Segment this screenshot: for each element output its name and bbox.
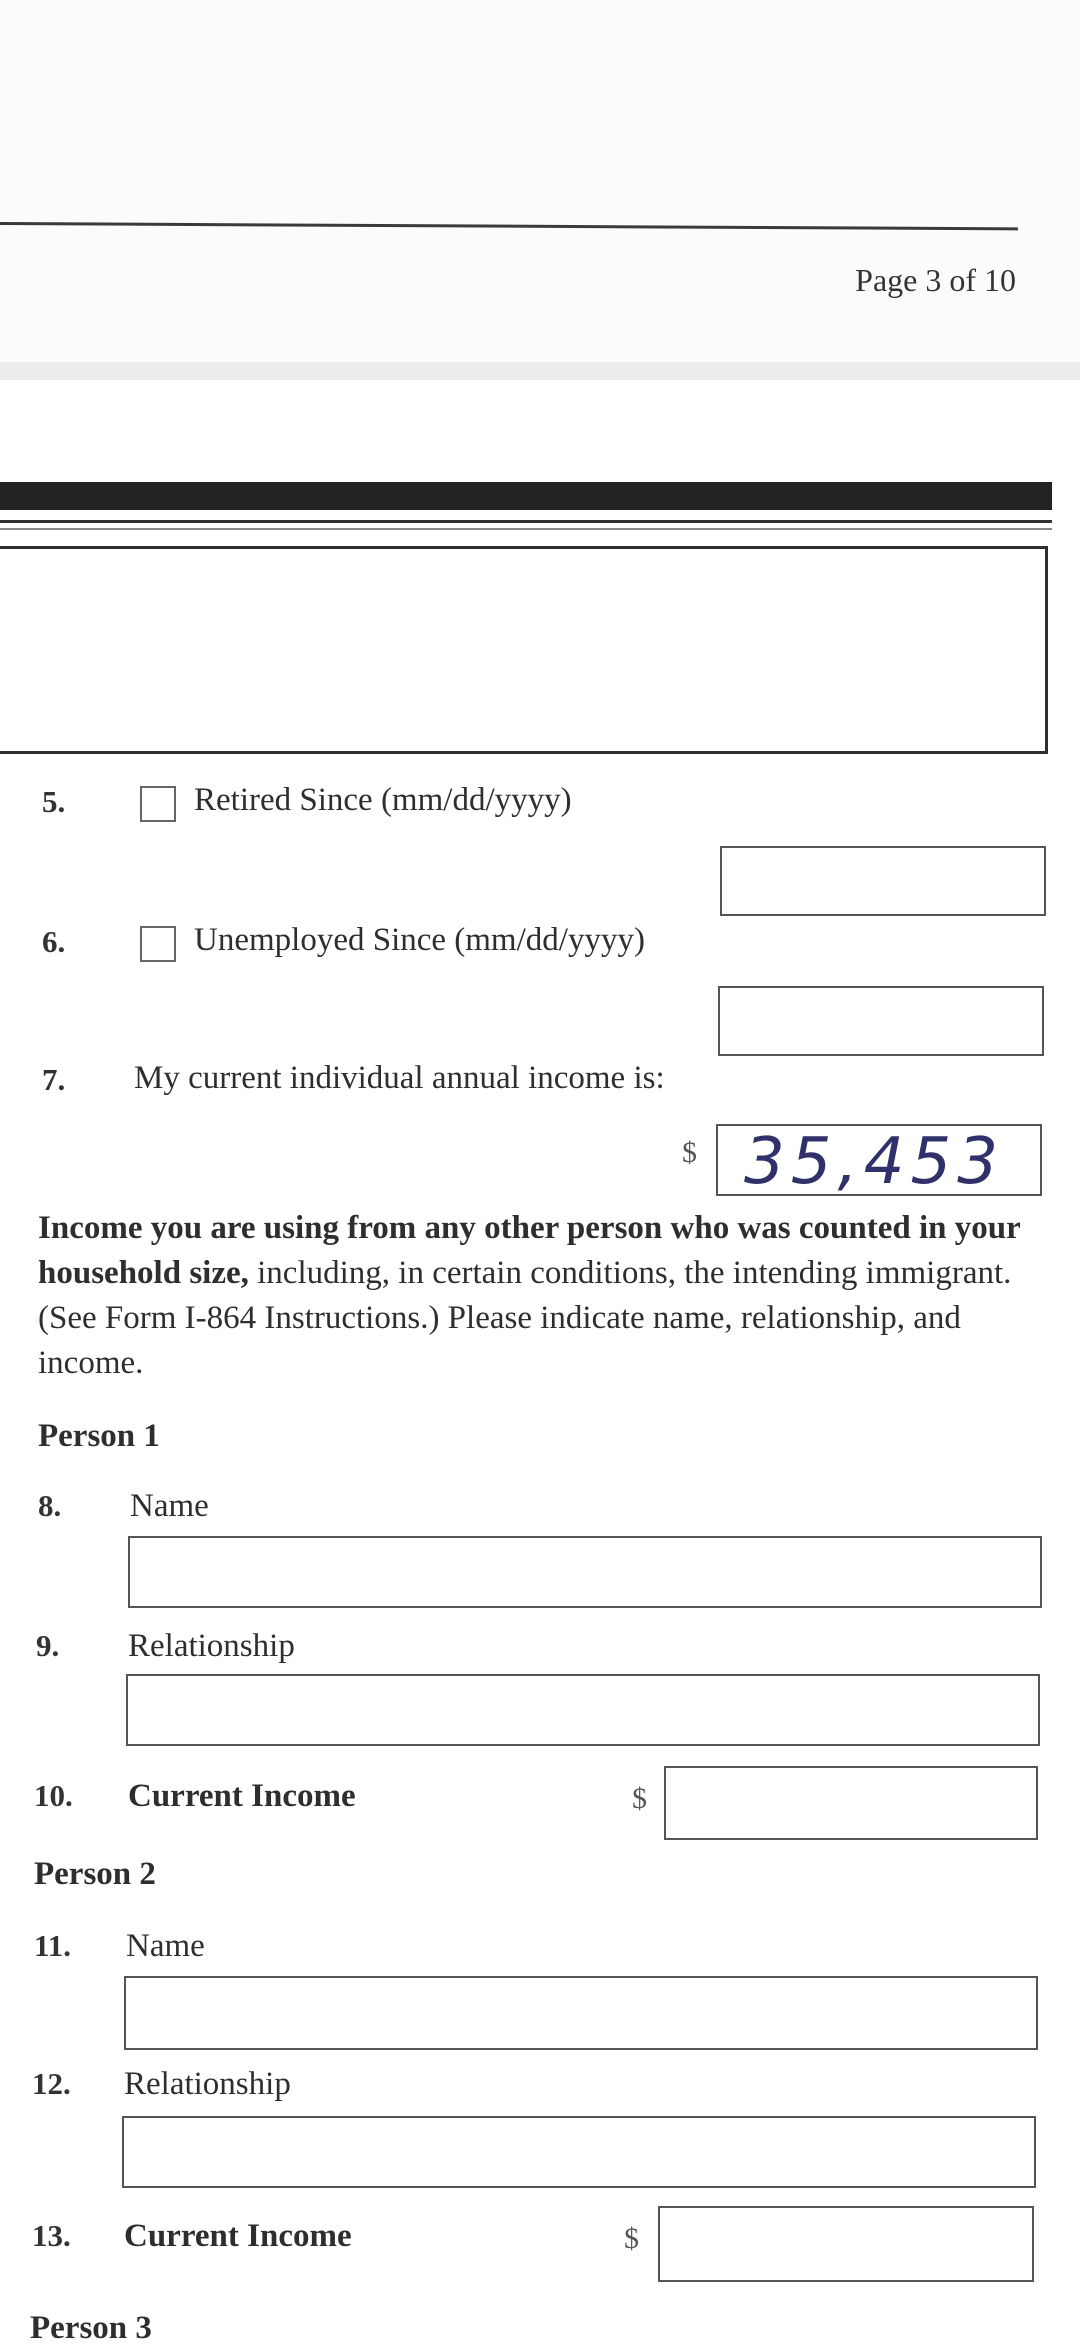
person-2-income-field[interactable]: [658, 2206, 1034, 2282]
person-2-name-label: Name: [126, 1928, 205, 1964]
item-number-13: 13.: [32, 2218, 71, 2253]
item-number-8: 8.: [38, 1488, 62, 1523]
person-2-relationship-field[interactable]: [122, 2116, 1036, 2188]
person-1-name-field[interactable]: [128, 1536, 1042, 1608]
person-2-name-field[interactable]: [124, 1976, 1038, 2050]
unemployed-label: Unemployed Since (mm/dd/yyyy): [194, 922, 645, 958]
section-header-bar: [0, 482, 1052, 510]
income-currency-symbol: $: [682, 1136, 697, 1169]
item-number-10: 10.: [34, 1778, 73, 1813]
instructions-regular: including, in certain conditions, the intending immigrant. (See Form I-864 Instructions.) Please indicate name, relationship, and income.: [38, 1255, 1012, 1381]
instructions-bold: Income you are using from any other person who was counted in your household size,: [38, 1210, 1021, 1291]
retired-label: Retired Since (mm/dd/yyyy): [194, 782, 572, 818]
person-1-relationship-field[interactable]: [126, 1674, 1040, 1746]
person-1-name-label: Name: [130, 1488, 209, 1524]
person-1-income-field[interactable]: [664, 1766, 1038, 1840]
person-3-heading: Person 3: [30, 2310, 152, 2346]
empty-field-block[interactable]: [0, 546, 1048, 754]
annual-income-value: 35,453: [744, 1125, 1004, 1199]
item-number-11: 11.: [34, 1928, 72, 1963]
unemployed-checkbox[interactable]: [140, 926, 176, 962]
person-1-relationship-label: Relationship: [128, 1628, 295, 1664]
person-2-income-label: Current Income: [124, 2218, 352, 2254]
item-number-5: 5.: [42, 784, 66, 819]
retired-date-field[interactable]: [720, 846, 1046, 916]
person-2-relationship-label: Relationship: [124, 2066, 291, 2102]
section-rule: [0, 520, 1052, 523]
household-income-instructions: [38, 1206, 1038, 1386]
annual-income-label: My current individual annual income is:: [134, 1060, 665, 1096]
annual-income-field[interactable]: [716, 1124, 1042, 1199]
person-1-currency-symbol: $: [632, 1782, 647, 1815]
section-rule-light: [0, 528, 1052, 530]
unemployed-date-field[interactable]: [718, 986, 1044, 1056]
retired-checkbox[interactable]: [140, 786, 176, 822]
person-2-currency-symbol: $: [624, 2222, 639, 2255]
person-1-heading: Person 1: [38, 1418, 160, 1454]
item-number-12: 12.: [32, 2066, 71, 2101]
previous-page-footer: [0, 0, 1080, 362]
person-1-income-label: Current Income: [128, 1778, 356, 1814]
item-number-9: 9.: [36, 1628, 60, 1663]
item-number-7: 7.: [42, 1062, 66, 1097]
item-number-6: 6.: [42, 924, 66, 959]
page-number: Page 3 of 10: [855, 262, 1016, 298]
page-separator: [0, 362, 1080, 380]
person-2-heading: Person 2: [34, 1856, 156, 1892]
